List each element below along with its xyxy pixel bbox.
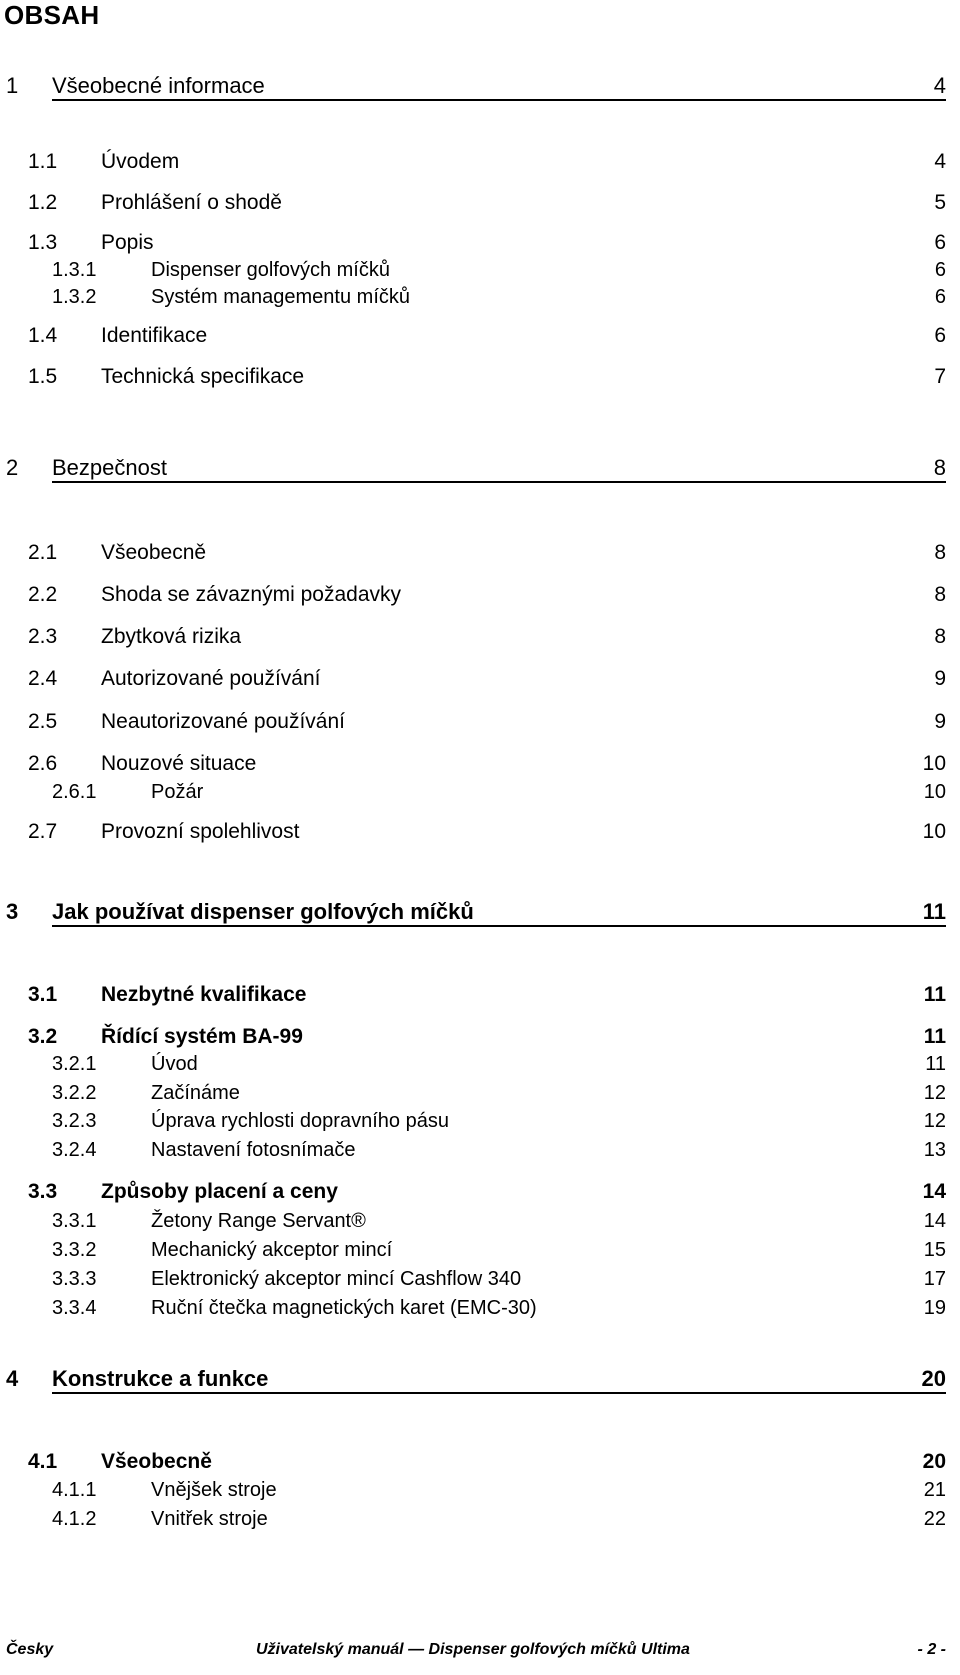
toc-subsection-2-6-1[interactable] bbox=[0, 781, 960, 811]
toc-subsection-3-3-3[interactable] bbox=[0, 1268, 960, 1298]
toc-number: 4.1.2 bbox=[52, 1508, 97, 1530]
toc-number: 3.3 bbox=[28, 1180, 58, 1203]
toc-section-1-1[interactable] bbox=[0, 150, 960, 180]
toc-section-2-4[interactable] bbox=[0, 667, 960, 697]
toc-number: 4.1 bbox=[28, 1450, 58, 1473]
toc-label: Nezbytné kvalifikace bbox=[101, 983, 307, 1006]
toc-number: 3 bbox=[6, 899, 19, 924]
toc-number: 1.4 bbox=[28, 324, 58, 347]
toc-section-2-3[interactable] bbox=[0, 625, 960, 655]
toc-page: 12 bbox=[923, 1082, 946, 1104]
toc-number: 3.3.4 bbox=[52, 1297, 97, 1319]
toc-page: 10 bbox=[922, 820, 946, 843]
toc-page: 22 bbox=[923, 1508, 946, 1530]
toc-number: 2.7 bbox=[28, 820, 58, 843]
toc-page: 6 bbox=[934, 286, 946, 308]
toc-number: 3.3.1 bbox=[52, 1210, 97, 1232]
toc-page: 6 bbox=[934, 259, 946, 281]
toc-page: 11 bbox=[922, 899, 946, 924]
toc-number: 3.2 bbox=[28, 1025, 58, 1048]
toc-subsection-3-3-2[interactable] bbox=[0, 1239, 960, 1269]
toc-page: 14 bbox=[923, 1210, 946, 1232]
toc-label: Nouzové situace bbox=[101, 752, 257, 775]
toc-label: Jak používat dispenser golfových míčků bbox=[52, 899, 474, 924]
toc-section-2-5[interactable] bbox=[0, 710, 960, 740]
toc-number: 1 bbox=[6, 73, 19, 98]
toc-subsection-3-2-3[interactable] bbox=[0, 1110, 960, 1140]
toc-section-4-1[interactable] bbox=[0, 1450, 960, 1480]
page-title: OBSAH bbox=[4, 0, 100, 30]
toc-label: Všeobecně bbox=[101, 541, 207, 564]
toc-number: 2.2 bbox=[28, 583, 58, 606]
toc-subsection-3-2-2[interactable] bbox=[0, 1082, 960, 1112]
toc-label: Způsoby placení a ceny bbox=[101, 1180, 338, 1203]
toc-number: 3.3.3 bbox=[52, 1268, 97, 1290]
toc-label: Ruční čtečka magnetických karet (EMC-30) bbox=[151, 1297, 537, 1319]
toc-number: 3.2.3 bbox=[52, 1110, 97, 1132]
toc-page: 14 bbox=[922, 1180, 946, 1203]
toc-number: 2.1 bbox=[28, 541, 58, 564]
toc-label: Prohlášení o shodě bbox=[101, 191, 282, 214]
toc-page: 12 bbox=[923, 1110, 946, 1132]
toc-section-2-1[interactable] bbox=[0, 541, 960, 571]
toc-label: Všeobecné informace bbox=[52, 73, 265, 98]
toc-label: Mechanický akceptor mincí bbox=[151, 1239, 393, 1261]
toc-subsection-1-3-2[interactable] bbox=[0, 286, 960, 316]
toc-number: 1.1 bbox=[28, 150, 58, 173]
toc-subsection-1-3-1[interactable] bbox=[0, 259, 960, 289]
toc-label: Řídící systém BA-99 bbox=[101, 1025, 303, 1048]
toc-section-1-4[interactable] bbox=[0, 324, 960, 354]
toc-subsection-3-2-1[interactable] bbox=[0, 1053, 960, 1083]
toc-number: 2.5 bbox=[28, 710, 58, 733]
toc-section-1-2[interactable] bbox=[0, 191, 960, 221]
toc-page: 10 bbox=[923, 781, 946, 803]
toc-label: Popis bbox=[101, 231, 154, 254]
toc-section-2-7[interactable] bbox=[0, 820, 960, 850]
toc-section-2-2[interactable] bbox=[0, 583, 960, 613]
toc-number: 3.2.1 bbox=[52, 1053, 97, 1075]
toc-page: 19 bbox=[923, 1297, 946, 1319]
toc-label: Konstrukce a funkce bbox=[52, 1366, 269, 1391]
toc-page: 21 bbox=[923, 1479, 946, 1501]
toc-section-3-2[interactable] bbox=[0, 1025, 960, 1055]
toc-subsection-4-1-1[interactable] bbox=[0, 1479, 960, 1509]
toc-page: 8 bbox=[934, 583, 946, 606]
toc-label: Autorizované používání bbox=[101, 667, 321, 690]
toc-number: 4.1.1 bbox=[52, 1479, 97, 1501]
toc-chapter-3[interactable] bbox=[0, 899, 960, 929]
toc-page: 20 bbox=[922, 1450, 946, 1473]
toc-label: Všeobecně bbox=[101, 1450, 212, 1473]
chapter-rule bbox=[52, 1392, 946, 1394]
toc-label: Nastavení fotosnímače bbox=[151, 1139, 356, 1161]
toc-page: 4 bbox=[934, 150, 946, 173]
chapter-rule bbox=[52, 99, 946, 101]
toc-subsection-3-2-4[interactable] bbox=[0, 1139, 960, 1169]
toc-number: 3.2.4 bbox=[52, 1139, 97, 1161]
toc-label: Technická specifikace bbox=[101, 365, 305, 388]
toc-number: 1.3.2 bbox=[52, 286, 97, 308]
toc-label: Identifikace bbox=[101, 324, 208, 347]
toc-label: Provozní spolehlivost bbox=[101, 820, 300, 843]
toc-page: 5 bbox=[934, 191, 946, 214]
toc-subsection-3-3-4[interactable] bbox=[0, 1297, 960, 1327]
toc-number: 3.3.2 bbox=[52, 1239, 97, 1261]
toc-number: 1.5 bbox=[28, 365, 58, 388]
toc-page: 13 bbox=[923, 1139, 946, 1161]
toc-number: 1.3 bbox=[28, 231, 58, 254]
toc-chapter-2[interactable] bbox=[0, 455, 960, 485]
toc-label: Úprava rychlosti dopravního pásu bbox=[151, 1110, 449, 1132]
toc-label: Bezpečnost bbox=[52, 455, 167, 480]
toc-number: 3.1 bbox=[28, 983, 58, 1006]
toc-label: Systém managementu míčků bbox=[151, 286, 410, 308]
toc-page: 9 bbox=[934, 710, 946, 733]
toc-number: 2.4 bbox=[28, 667, 58, 690]
toc-subsection-4-1-2[interactable] bbox=[0, 1508, 960, 1538]
footer-page-number: - 2 - bbox=[917, 1641, 946, 1658]
toc-page: 8 bbox=[934, 625, 946, 648]
toc-section-3-1[interactable] bbox=[0, 983, 960, 1013]
toc-label: Shoda se závaznými požadavky bbox=[101, 583, 401, 606]
toc-number: 3.2.2 bbox=[52, 1082, 97, 1104]
toc-section-3-3[interactable] bbox=[0, 1180, 960, 1210]
toc-page: 11 bbox=[923, 1025, 946, 1048]
toc-number: 1.3.1 bbox=[52, 259, 97, 281]
toc-chapter-1[interactable] bbox=[0, 73, 960, 103]
toc-section-1-5[interactable] bbox=[0, 365, 960, 395]
toc-label: Úvodem bbox=[101, 150, 180, 173]
toc-label: Vnějšek stroje bbox=[151, 1479, 277, 1501]
toc-subsection-3-3-1[interactable] bbox=[0, 1210, 960, 1240]
toc-label: Požár bbox=[151, 781, 204, 803]
toc-page: 7 bbox=[934, 365, 946, 388]
footer-document-title: Uživatelský manuál — Dispenser golfových míčků Ultima bbox=[256, 1641, 690, 1658]
toc-page: 9 bbox=[934, 667, 946, 690]
toc-page: 6 bbox=[934, 231, 946, 254]
toc-label: Úvod bbox=[151, 1053, 198, 1075]
toc-label: Žetony Range Servant® bbox=[151, 1210, 366, 1232]
toc-number: 1.2 bbox=[28, 191, 58, 214]
toc-number: 4 bbox=[6, 1366, 19, 1391]
toc-label: Elektronický akceptor mincí Cashflow 340 bbox=[151, 1268, 522, 1290]
toc-section-2-6[interactable] bbox=[0, 752, 960, 782]
toc-page: 11 bbox=[925, 1053, 946, 1075]
toc-page: 10 bbox=[922, 752, 946, 775]
toc-chapter-4[interactable] bbox=[0, 1366, 960, 1396]
chapter-rule bbox=[52, 925, 946, 927]
toc-label: Zbytková rizika bbox=[101, 625, 242, 648]
toc-page: 11 bbox=[923, 983, 946, 1006]
toc-label: Dispenser golfových míčků bbox=[151, 259, 390, 281]
toc-label: Vnitřek stroje bbox=[151, 1508, 268, 1530]
toc-page: 20 bbox=[921, 1366, 946, 1391]
toc-number: 2 bbox=[6, 455, 19, 480]
toc-page: 15 bbox=[923, 1239, 946, 1261]
page-footer bbox=[0, 1641, 960, 1663]
toc-page: 8 bbox=[934, 541, 946, 564]
toc-page: 17 bbox=[923, 1268, 946, 1290]
toc-number: 2.6.1 bbox=[52, 781, 97, 803]
toc-page: 6 bbox=[934, 324, 946, 347]
toc-number: 2.6 bbox=[28, 752, 58, 775]
toc-section-1-3[interactable] bbox=[0, 231, 960, 261]
toc-label: Neautorizované používání bbox=[101, 710, 345, 733]
toc-page: 8 bbox=[933, 455, 946, 480]
toc-label: Začínáme bbox=[151, 1082, 240, 1104]
toc-number: 2.3 bbox=[28, 625, 58, 648]
chapter-rule bbox=[52, 481, 946, 483]
toc-page: 4 bbox=[933, 73, 946, 98]
footer-language: Česky bbox=[6, 1641, 54, 1658]
